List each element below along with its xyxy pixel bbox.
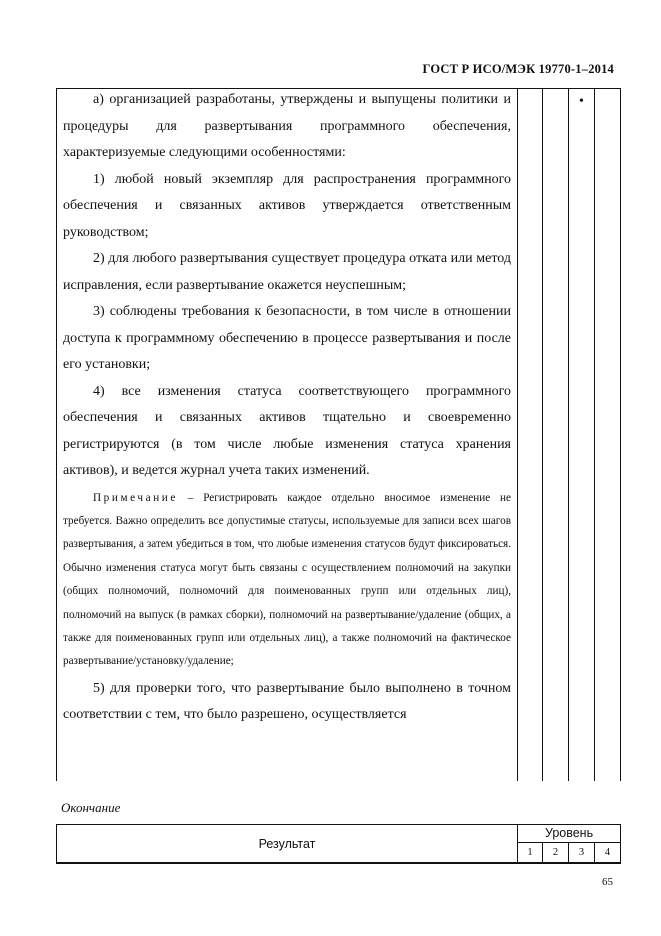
requirements-table xyxy=(56,88,621,781)
paragraph-4: 4) все изменения статуса соответствующего программного обеспечения и связанных активов тщательно и своевременно регистрируются (в том числе любые изменения статуса хранения активов), и ведется журнал учета таких изменений. xyxy=(63,383,511,478)
header-table xyxy=(56,824,621,864)
table-row xyxy=(57,825,621,843)
level-bullet-icon: • xyxy=(579,94,584,109)
level-1-cell xyxy=(518,89,543,782)
level-1-header: 1 xyxy=(518,843,543,864)
level-4-header: 4 xyxy=(595,843,621,864)
paragraph-1: 1) любой новый экземпляр для распространения программного обеспечения и связанных активов утверждается ответственным руководством; xyxy=(63,171,511,240)
note-text: – Регистрировать каждое отдельно вносимое изменение не требуется. Важно определить все допустимые статусы, используемые для записи всех шагов развертывания, а затем убедиться в том, что любые изменения статусов будут фиксироваться. Обычно изменения статуса могут быть связаны с осуществлением полномочий на закупки (общих полномочий, полномочий для поименованных групп или отдельных лиц), полномочий на выпуск (в рамках сборки), полномочий на развертывание/удаление (общих, а также для поименованных групп или отдельных лиц), а также полномочий на фактическое развертывание/установку/удаление; xyxy=(63,491,511,668)
paragraph-3: 3) соблюдены требования к безопасности, в том числе в отношении доступа к программному обеспечению в процессе развертывания и после его установки; xyxy=(63,304,511,372)
document-header: ГОСТ Р ИСО/МЭК 19770-1–2014 xyxy=(422,62,614,76)
level-2-header: 2 xyxy=(543,843,569,864)
level-3-cell xyxy=(569,89,595,782)
table-row xyxy=(57,89,621,782)
level-2-cell xyxy=(543,89,569,782)
level-3-header: 3 xyxy=(569,843,595,864)
paragraph-5: 5) для проверки того, что развертывание было выполнено в точном соответствии с тем, что было разрешено, осуществляется xyxy=(63,680,511,723)
result-header: Результат xyxy=(57,825,518,864)
note-paragraph xyxy=(63,487,511,674)
ending-label: Окончание xyxy=(61,800,121,815)
result-text-cell xyxy=(57,89,518,782)
page-number: 65 xyxy=(602,876,613,888)
paragraph-a: а) организацией разработаны, утверждены и выпущены политики и процедуры для развертывания программного обеспечения, характеризуемые следующими особенностями: xyxy=(63,92,511,160)
level-header: Уровень xyxy=(518,825,621,843)
note-label: Примечание xyxy=(93,491,178,504)
level-4-cell xyxy=(595,89,621,782)
paragraph-2: 2) для любого развертывания существует процедура отката или метод исправления, если развертывание окажется неуспешным; xyxy=(63,251,511,293)
